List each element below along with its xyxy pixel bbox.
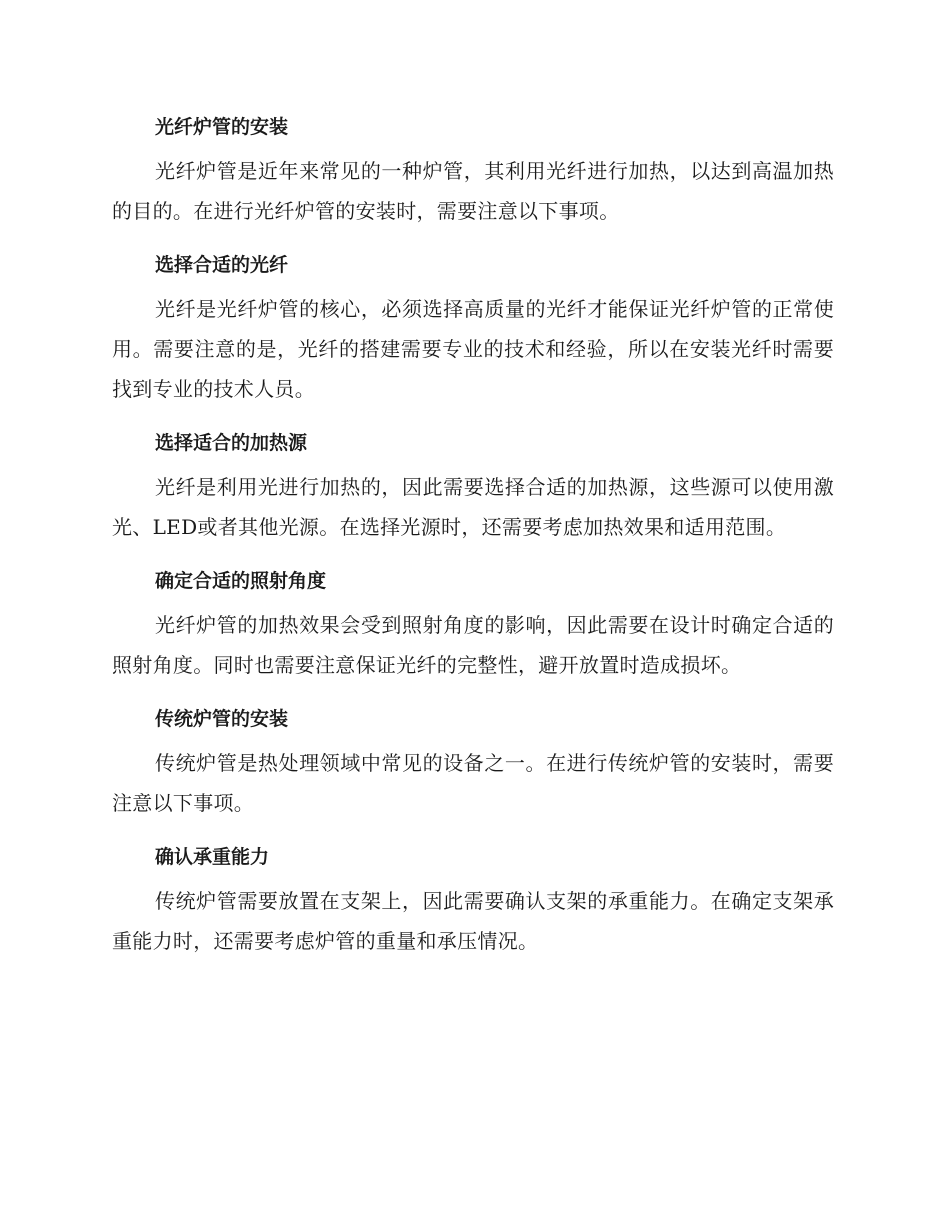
section-heading: 选择合适的光纤 (155, 254, 289, 276)
section-heading: 光纤炉管的安装 (155, 116, 289, 138)
section-paragraph: 光纤是利用光进行加热的，因此需要选择合适的加热源，这些源可以使用激光、LED或者其他光源。在选择光源时，还需要考虑加热效果和适用范围。 (112, 475, 834, 539)
section-paragraph: 传统炉管需要放置在支架上，因此需要确认支架的承重能力。在确定支架承重能力时，还需要考虑炉管的重量和承压情况。 (112, 889, 834, 953)
section-heading: 选择适合的加热源 (155, 432, 308, 454)
section-paragraph: 传统炉管是热处理领域中常见的设备之一。在进行传统炉管的安装时，需要注意以下事项。 (112, 751, 834, 815)
document-page (112, 108, 834, 961)
section-paragraph: 光纤炉管的加热效果会受到照射角度的影响，因此需要在设计时确定合适的照射角度。同时也需要注意保证光纤的完整性，避开放置时造成损坏。 (112, 613, 834, 677)
section-paragraph: 光纤炉管是近年来常见的一种炉管，其利用光纤进行加热，以达到高温加热的目的。在进行光纤炉管的安装时，需要注意以下事项。 (112, 159, 834, 223)
section-heading: 传统炉管的安装 (155, 708, 289, 730)
section-heading: 确定合适的照射角度 (155, 570, 327, 592)
section-heading: 确认承重能力 (155, 846, 270, 868)
section-paragraph: 光纤是光纤炉管的核心，必须选择高质量的光纤才能保证光纤炉管的正常使用。需要注意的是，光纤的搭建需要专业的技术和经验，所以在安装光纤时需要找到专业的技术人员。 (112, 297, 834, 401)
